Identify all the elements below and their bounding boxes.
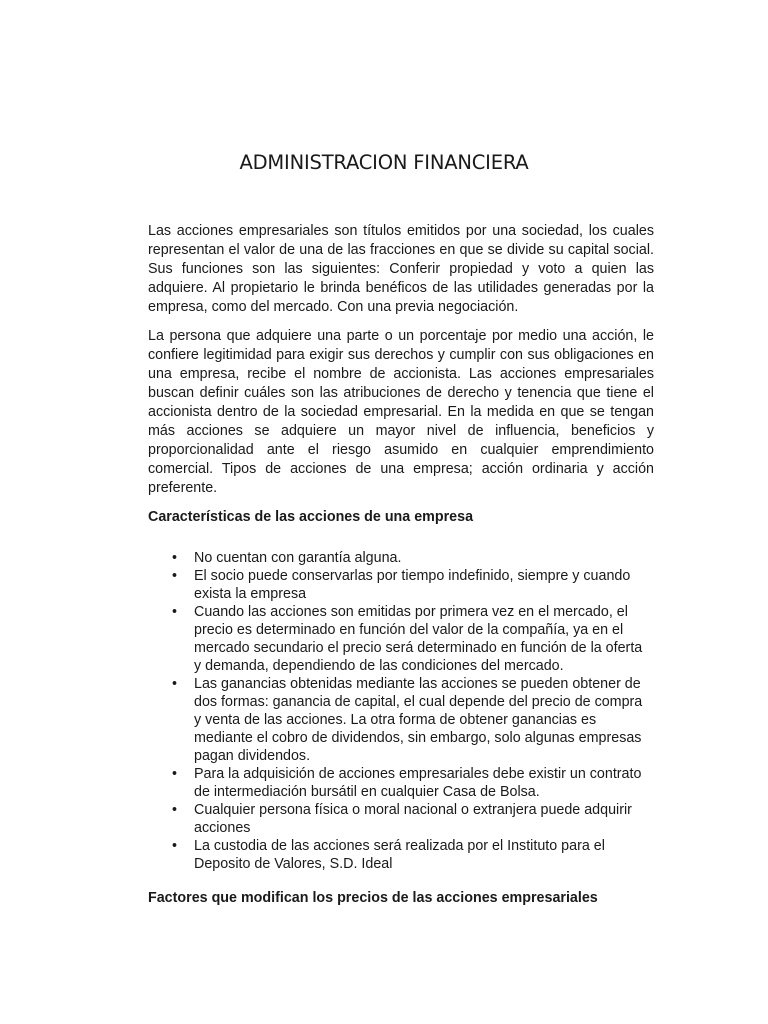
list-item <box>148 801 654 837</box>
list-item <box>148 603 654 675</box>
list-item <box>148 837 654 873</box>
bullet-icon: • <box>172 568 178 584</box>
paragraph-accionista: La persona que adquiere una parte o un porcentaje por medio una acción, le confiere legitimidad para exigir sus derechos y cumplir con sus obligaciones en una empresa, recibe el nombre de accionista. Las acciones empresariales buscan definir cuáles son las atribuciones de derecho y tenencia que tiene el accionista dentro de la sociedad empresarial. En la medida en que se tengan más acciones se adquiere un mayor nivel de influencia, beneficios y proporcionalidad ante el riesgo asumido en cualquier emprendimiento comercial. Tipos de acciones de una empresa; acción ordinaria y acción preferente. <box>148 328 654 496</box>
document-body <box>148 222 654 908</box>
characteristics-list <box>148 549 654 873</box>
list-item <box>148 675 654 765</box>
section-heading-caracteristicas: Características de las acciones de una empresa <box>148 509 474 525</box>
document-title: ADMINISTRACION FINANCIERA <box>239 151 529 174</box>
paragraph-intro: Las acciones empresariales son títulos emitidos por una sociedad, los cuales representan el valor de una de las fracciones en que se divide su capital social. Sus funciones son las siguientes: Conferir propiedad y voto a quien las adquiere. Al propietario le brinda benéficos de las utilidades generadas por la empresa, como del mercado. Con una previa negociación. <box>148 223 654 315</box>
bullet-icon: • <box>172 604 178 620</box>
list-item-text: El socio puede conservarlas por tiempo indefinido, siempre y cuando exista la empresa <box>194 568 631 602</box>
list-item-text: No cuentan con garantía alguna. <box>194 550 402 566</box>
bullet-icon: • <box>172 838 178 854</box>
list-item-text: Cualquier persona física o moral nacional o extranjera puede adquirir acciones <box>194 802 632 836</box>
bullet-icon: • <box>172 550 178 566</box>
list-item-text: La custodia de las acciones será realizada por el Instituto para el Deposito de Valores, S.D. Ideal <box>194 838 605 872</box>
list-item <box>148 567 654 603</box>
bullet-icon: • <box>172 766 178 782</box>
list-item-text: Cuando las acciones son emitidas por primera vez en el mercado, el precio es determinado en función del valor de la compañía, ya en el mercado secundario el precio será determinado en función de la oferta y demanda, dependiendo de las condiciones del mercado. <box>194 604 643 674</box>
list-item <box>148 549 654 567</box>
bullet-icon: • <box>172 676 178 692</box>
list-item <box>148 765 654 801</box>
list-item-text: Para la adquisición de acciones empresariales debe existir un contrato de intermediación bursátil en cualquier Casa de Bolsa. <box>194 766 642 800</box>
bullet-icon: • <box>172 802 178 818</box>
section-heading-factores: Factores que modifican los precios de las acciones empresariales <box>148 890 598 906</box>
list-item-text: Las ganancias obtenidas mediante las acciones se pueden obtener de dos formas: ganancia de capital, el cual depende del precio de compra y venta de las acciones. La otra forma de obtener ganancias es mediante el cobro de dividendos, sin embargo, solo algunas empresas pagan dividendos. <box>194 676 643 764</box>
